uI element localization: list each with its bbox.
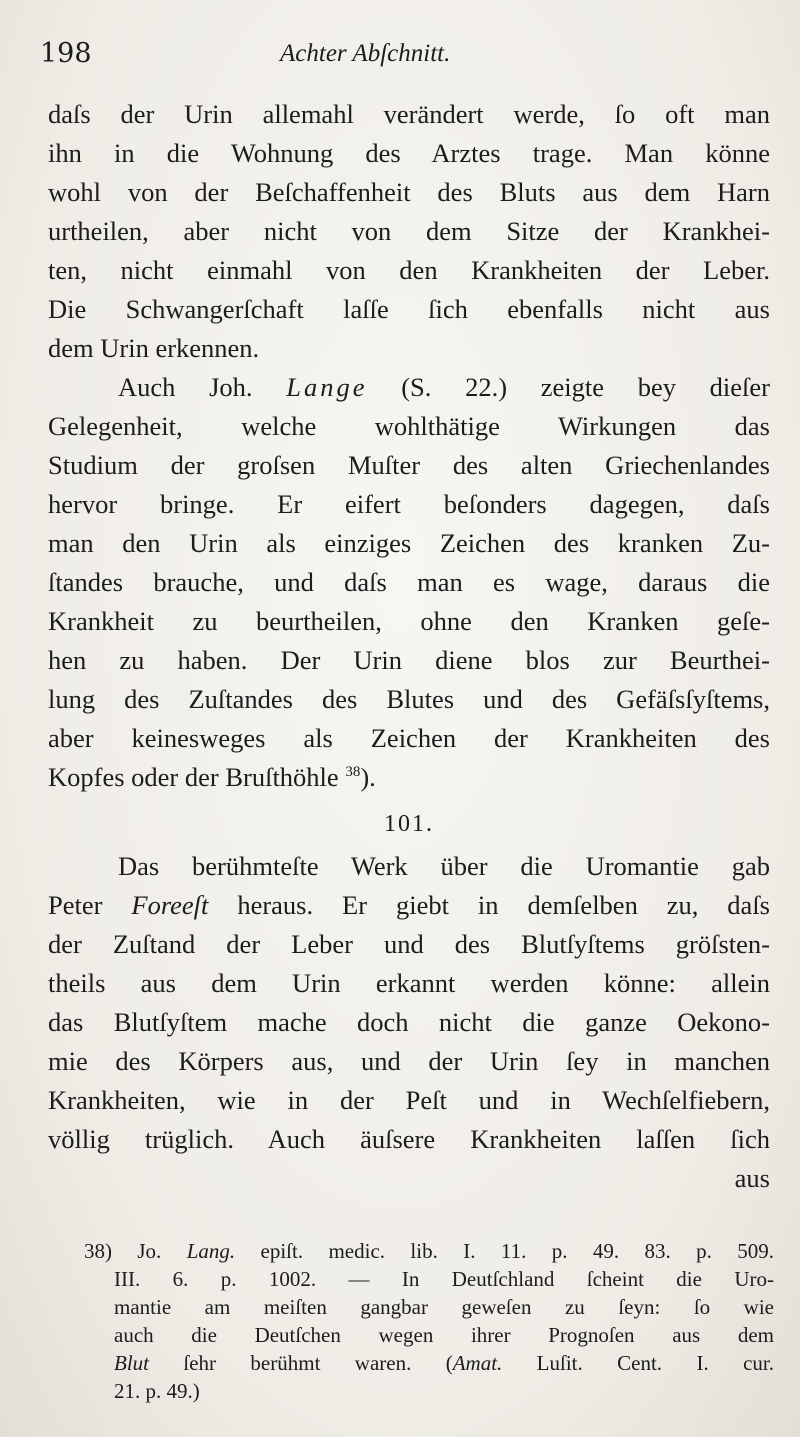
footnote-ref[interactable]: 38: [345, 764, 361, 781]
person-name: Lange: [286, 372, 368, 402]
text-line: aber keinesweges als Zeichen der Krankheiten des: [48, 723, 770, 753]
text-segment: Blut: [114, 1351, 149, 1375]
footnotes: [84, 1237, 774, 1405]
person-name: Foreeſt: [131, 890, 209, 920]
text-line: wohl von der Beſchaffenheit des Bluts aus dem Harn: [48, 177, 770, 207]
text-line: völlig trüglich. Auch äuſsere Krankheiten laſſen ſich: [48, 1124, 770, 1154]
text-line: Studium der groſsen Muſter des alten Griechenlandes: [48, 450, 770, 480]
text-segment: heraus. Er giebt in demſelben zu, daſs: [208, 890, 770, 920]
text-line: theils aus dem Urin erkannt werden könne: allein: [48, 968, 770, 998]
text-line: [48, 368, 770, 407]
footnote-line: [84, 1237, 774, 1265]
body-text: [48, 95, 770, 1198]
text-line: Die Schwangerſchaft laſſe ſich ebenfalls nicht aus: [48, 294, 770, 324]
text-line: das Blutſyſtem mache doch nicht die ganze Oekono-: [48, 1007, 770, 1037]
text-segment: (S. 22.) zeigte bey dieſer: [367, 372, 770, 402]
page-header: [40, 38, 770, 78]
footnote-line: 21. p. 49.): [114, 1379, 200, 1403]
footnote-line: III. 6. p. 1002. — In Deutſchland ſcheint die Uro-: [114, 1267, 774, 1291]
text-segment: epiſt. medic. lib. I. 11. p. 49. 83. p. 509.: [235, 1239, 774, 1263]
text-line: Das berühmteſte Werk über die Uromantie gab: [118, 851, 770, 881]
text-line: Gelegenheit, welche wohlthätige Wirkungen das: [48, 411, 770, 441]
text-line: dem Urin erkennen.: [48, 333, 260, 363]
catchword: aus: [734, 1163, 770, 1193]
text-line: hervor bringe. Er eifert beſonders dagegen, daſs: [48, 489, 770, 519]
text-line: ten, nicht einmahl von den Krankheiten der Leber.: [48, 255, 770, 285]
text-line: man den Urin als einziges Zeichen des kranken Zu-: [48, 528, 770, 558]
text-segment: Auch Joh.: [118, 372, 287, 402]
text-line: urtheilen, aber nicht von dem Sitze der Krankhei-: [48, 216, 770, 246]
text-line: Krankheit zu beurtheilen, ohne den Kranken geſe-: [48, 606, 770, 636]
text-segment: Peter: [48, 890, 132, 920]
page-number: 198: [40, 38, 92, 69]
text-segment: Amat.: [452, 1351, 503, 1375]
text-line: der Zuſtand der Leber und des Blutſyſtems gröſsten-: [48, 929, 770, 959]
text-segment: Luſit. Cent. I. cur.: [502, 1351, 774, 1375]
footnote-line: [84, 1349, 774, 1377]
footnote-line: mantie am meiſten gangbar geweſen zu ſeyn: ſo wie: [114, 1295, 774, 1319]
text-segment: Lang.: [186, 1239, 236, 1263]
text-line: [48, 758, 770, 797]
text-line: [48, 886, 770, 925]
text-segment: 38) Jo.: [84, 1239, 187, 1263]
text-line: hen zu haben. Der Urin diene blos zur Beurthei-: [48, 645, 770, 675]
text-line: ſtandes brauche, und daſs man es wage, daraus die: [48, 567, 770, 597]
text-segment: ).: [360, 762, 376, 792]
text-segment: ſehr berühmt waren. (: [149, 1351, 453, 1375]
text-line: Krankheiten, wie in der Peſt und in Wechſelfiebern,: [48, 1085, 770, 1115]
text-line: lung des Zuſtandes des Blutes und des Gefäſsſyſtems,: [48, 684, 770, 714]
text-line: daſs der Urin allemahl verändert werde, ſo oft man: [48, 99, 770, 129]
footnote-line: auch die Deutſchen wegen ihrer Prognoſen aus dem: [114, 1323, 774, 1347]
text-segment: Kopfes oder der Bruſthöhle: [48, 762, 346, 792]
running-head: Achter Abſchnitt.: [280, 40, 451, 67]
text-line: mie des Körpers aus, und der Urin ſey in manchen: [48, 1046, 770, 1076]
section-number: 101.: [384, 811, 434, 837]
text-line: ihn in die Wohnung des Arztes trage. Man könne: [48, 138, 770, 168]
